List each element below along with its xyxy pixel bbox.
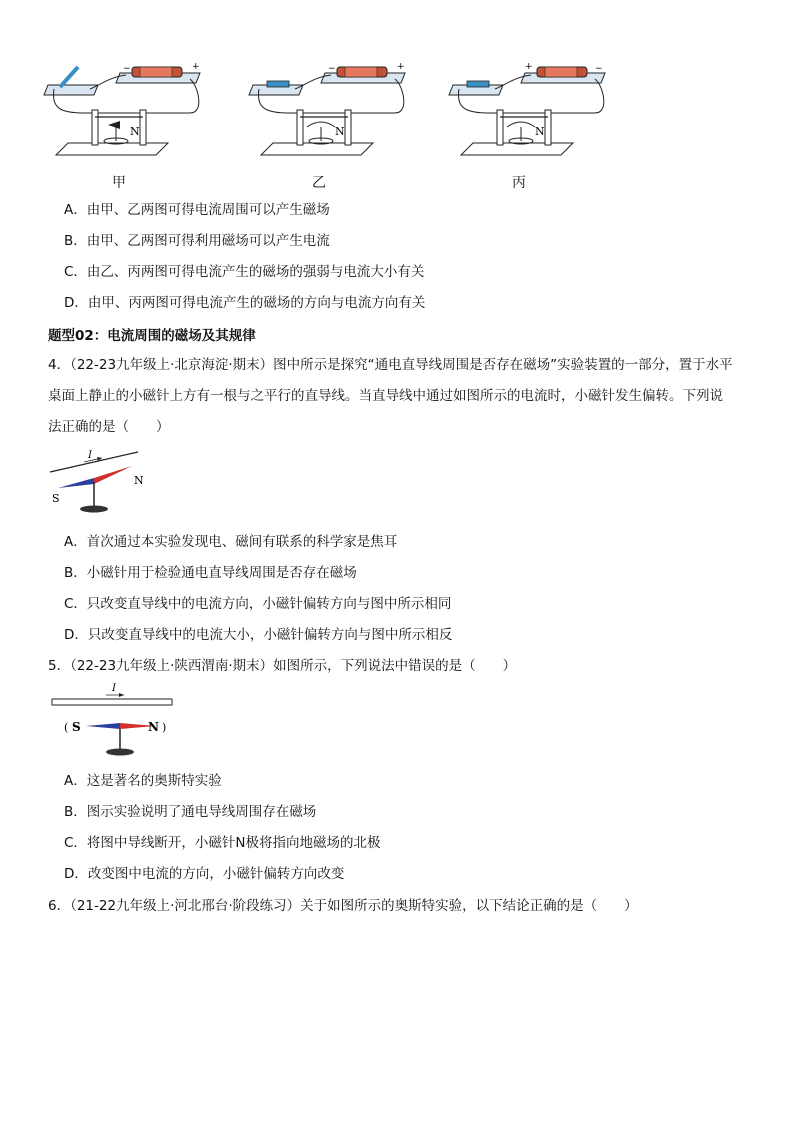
q5-option-a[interactable]: A．这是著名的奥斯特实验: [64, 773, 222, 789]
south-label: S: [52, 492, 60, 505]
current-label: I: [88, 450, 92, 461]
q4-compass-diagram: [48, 448, 168, 520]
minus-sign: −: [328, 64, 336, 74]
q4-option-b[interactable]: B．小磁针用于检验通电直导线周围是否存在磁场: [64, 565, 357, 581]
figure-label-bing: 丙: [512, 175, 526, 191]
section-heading: 题型02：电流周围的磁场及其规律: [48, 328, 256, 344]
q3-option-c[interactable]: C．由乙、丙两图可得电流产生的磁场的强弱与电流大小有关: [64, 264, 425, 280]
horizontal-wire: [52, 699, 172, 705]
needle-stand-icon: [80, 506, 108, 513]
north-label: N: [134, 474, 144, 487]
q5-stem: 5．（22-23九年级上·陕西渭南·期末）如图所示，下列说法中错误的是（ ）: [48, 658, 517, 674]
south-label: S: [72, 720, 81, 734]
needle-south-half: [58, 478, 94, 488]
current-label: I: [112, 683, 116, 694]
q5-option-d[interactable]: D．改变图中电流的方向，小磁针偏转方向改变: [64, 866, 345, 882]
needle-stand-icon: [106, 749, 134, 756]
needle-north-label: N: [535, 125, 545, 138]
minus-sign: −: [595, 64, 603, 74]
q5-figure: [48, 683, 188, 763]
left-deflection-icon: (: [64, 721, 69, 734]
figure-label-jia: 甲: [112, 175, 126, 191]
plus-sign: +: [397, 62, 405, 72]
apparatus-jia: [44, 62, 200, 155]
q5-compass-diagram: [48, 683, 188, 763]
q6-stem: 6．（21-22九年级上·河北邢台·阶段练习）关于如图所示的奥斯特实验，以下结论正确的是（ ）: [48, 898, 638, 914]
q3-option-a[interactable]: A．由甲、乙两图可得电流周围可以产生磁场: [64, 202, 330, 218]
needle-north-label: N: [335, 125, 345, 138]
apparatus-bing: [449, 62, 605, 155]
plus-sign: +: [192, 62, 200, 72]
needle-south-half: [86, 723, 120, 729]
north-label: N: [148, 720, 159, 734]
deflection-arrow-icon: [307, 122, 335, 127]
q4-stem-line-1: 4．（22-23九年级上·北京海淀·期末）图中所示是探究“通电直导线周围是否存在磁场”实验装置的一部分，置于水平: [48, 357, 733, 373]
needle-north-half: [94, 466, 132, 484]
deflection-arrow-icon: [507, 122, 535, 127]
minus-sign: −: [123, 64, 131, 74]
q3-option-b[interactable]: B．由甲、乙两图可得利用磁场可以产生电流: [64, 233, 330, 249]
q4-stem-line-3: 法正确的是（ ）: [48, 419, 170, 435]
closed-switch-icon: [267, 81, 289, 87]
q4-option-d[interactable]: D．只改变直导线中的电流大小，小磁针偏转方向与图中所示相反: [64, 627, 453, 643]
apparatus-yi: [249, 62, 405, 155]
plus-sign: +: [525, 62, 533, 72]
q3-option-d[interactable]: D．由甲、丙两图可得电流产生的磁场的方向与电流方向有关: [64, 295, 426, 311]
q5-option-c[interactable]: C．将图中导线断开，小磁针N极将指向地磁场的北极: [64, 835, 381, 851]
q5-option-b[interactable]: B．图示实验说明了通电导线周围存在磁场: [64, 804, 317, 820]
q4-figure: [48, 448, 168, 520]
needle-north-label: N: [130, 125, 140, 138]
q4-option-a[interactable]: A．首次通过本实验发现电、磁间有联系的科学家是焦耳: [64, 534, 398, 550]
needle-icon: [108, 121, 120, 129]
q4-option-c[interactable]: C．只改变直导线中的电流方向，小磁针偏转方向与图中所示相同: [64, 596, 452, 612]
figure-label-yi: 乙: [312, 175, 326, 191]
q4-stem-line-2: 桌面上静止的小磁针上方有一根与之平行的直导线。当直导线中通过如图所示的电流时，小磁针发生偏转。下列说: [48, 388, 723, 404]
open-switch-icon: [60, 67, 78, 87]
right-deflection-icon: ): [162, 721, 167, 734]
closed-switch-icon: [467, 81, 489, 87]
